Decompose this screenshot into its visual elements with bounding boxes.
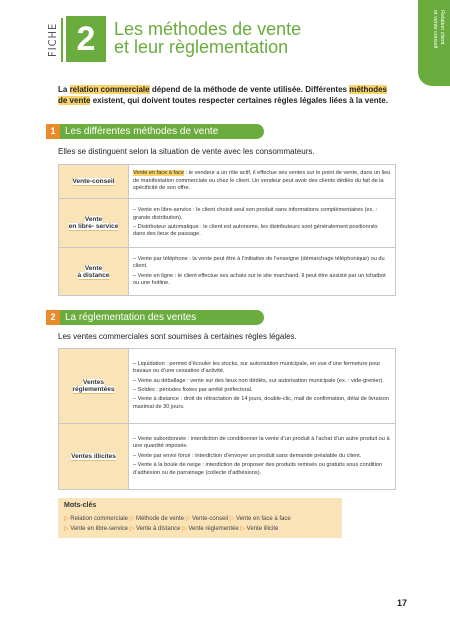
row-label-text: Vente-conseil — [72, 178, 115, 185]
keywords-title: Mots-clés — [64, 502, 97, 509]
section-number: 1 — [46, 124, 60, 139]
side-tab-text — [423, 10, 445, 80]
table-row — [59, 424, 396, 490]
row-paragraph: – Vente à la boule de neige : interdiction de proposer des produits remisés ou gratuits sous condition d’adhésion ou de parrainage (collecte d’adhésions). — [133, 462, 383, 476]
arrow-icon: ▷ — [185, 516, 191, 522]
fiche-label: FICHE — [46, 22, 59, 58]
section-title: Les différentes méthodes de vente — [60, 124, 264, 139]
keyword: Vente illicite — [246, 526, 279, 532]
fiche-number: 2 — [66, 16, 106, 62]
row-paragraph: – Liquidation : permet d’écouler les stocks, sur autorisation municipale, en vue d’une fermeture pour travaux ou d’une cessation d’activité. — [133, 360, 381, 375]
section-2-heading — [46, 310, 264, 325]
keywords-line-1 — [64, 515, 291, 522]
row-paragraph: – Vente par envoi forcé : interdiction d’envoyer un produit sans demande préalable du client. — [133, 452, 362, 459]
side-tab-line2: et vente conseil — [432, 10, 438, 49]
intro-text: La — [58, 85, 70, 94]
row-label-text: Ventes illicites — [71, 453, 116, 460]
side-tab — [418, 0, 450, 86]
row-content — [129, 199, 396, 248]
keyword-highlight: relation commerciale — [69, 85, 150, 94]
row-content — [129, 349, 396, 424]
row-paragraph: – Vente par téléphone : la vente peut être à l’initiative de l’enseigne (démarchage téléphonique) ou du client. — [133, 255, 385, 270]
row-paragraph: – Vente subordonnée : interdiction de conditionner la vente d’un produit à l’achat d’un autre produit ou à une quantité imposée. — [133, 435, 390, 450]
row-label — [59, 349, 129, 424]
row-label — [59, 424, 129, 490]
section-2-subtitle: Les ventes commerciales sont soumises à certaines règles légales. — [58, 332, 297, 341]
keyword: Relation commerciale — [70, 516, 128, 522]
keyword: Méthode de vente — [135, 516, 185, 522]
page-title — [114, 20, 404, 56]
row-paragraph — [133, 170, 391, 192]
arrow-icon: ▷ — [129, 526, 135, 532]
regulations-table — [58, 348, 396, 490]
row-label — [59, 248, 129, 296]
row-paragraph: – Vente en ligne : le client effectue ses achats sur le site marchand. Il peut être assisté par un tchatbot ou une hotline. — [133, 272, 386, 286]
row-content — [129, 165, 396, 199]
page-title-line2: et leur règlementation — [114, 37, 289, 57]
row-label-text: Vente — [84, 216, 103, 223]
table-row — [59, 349, 396, 424]
arrow-icon: ▷ — [229, 516, 235, 522]
page-title-line1: Les méthodes de vente — [114, 19, 302, 39]
row-label — [59, 199, 129, 248]
intro-text: existent, qui doivent toutes respecter certaines règles légales liées à la vente. — [90, 96, 388, 105]
arrow-icon: ▷ — [182, 526, 187, 532]
row-paragraph: – Vente en libre-service : le client choisit seul son produit sans informations complémentaires (ex. : grande distribution). — [133, 207, 378, 221]
page-number: 17 — [397, 598, 408, 608]
section-title: La réglementation des ventes — [60, 310, 264, 325]
paragraph-text: : le vendeur a un rôle actif, il effectue ses ventes sur le point de vente, dans un lieu de manifestation commerciale ou chez le client. Un vendeur peut avoir des clients dédiés du fait de la spécificité de son offre. — [133, 170, 391, 192]
keyword: Vente-conseil — [191, 516, 229, 522]
table-row — [59, 165, 396, 199]
section-1-heading — [46, 124, 264, 139]
section-number: 2 — [46, 310, 60, 325]
row-paragraph: – Vente au déballage : vente sur des lieux non dédiés, sur autorisation municipale (ex. : vide-grenier). — [133, 377, 384, 384]
arrow-icon: ▷ — [129, 516, 135, 522]
row-label-text: Ventes — [83, 379, 104, 386]
methods-table — [58, 164, 396, 296]
side-tab-line1: Relation client — [439, 10, 445, 45]
keyword-highlight: Vente en face à face — [133, 170, 185, 177]
arrow-icon: ▷ — [64, 516, 69, 522]
arrow-icon: ▷ — [240, 526, 245, 532]
keyword: Vente réglementée — [188, 526, 239, 532]
keyword-highlight: méthodes de vente — [58, 85, 388, 105]
section-1-subtitle: Elles se distinguent selon la situation de vente avec les consommateurs. — [58, 147, 315, 156]
keyword: Vente en libre-service — [70, 526, 128, 532]
row-label-text: Vente — [84, 264, 103, 272]
row-content — [129, 248, 396, 296]
row-label-text: en libre- service — [68, 223, 119, 230]
row-label-text: à distance — [77, 271, 110, 279]
intro-paragraph — [58, 84, 398, 106]
keyword: Vente en face à face — [235, 516, 291, 522]
intro-text: dépend de la méthode de vente utilisée. Différentes — [149, 85, 350, 94]
row-label — [59, 165, 129, 199]
arrow-icon: ▷ — [64, 526, 69, 532]
fiche-divider — [61, 18, 63, 62]
row-content — [129, 424, 396, 490]
row-paragraph: – Soldes : périodes fixées par arrêté préfectoral. — [133, 387, 253, 393]
table-row — [59, 248, 396, 296]
keywords-box — [58, 498, 342, 538]
keywords-line-2 — [64, 525, 278, 532]
row-paragraph: – Distributeur automatique : le client est autonome, les distributeurs sont généralement positionnés dans des lieux de passage. — [133, 224, 378, 238]
row-paragraph: – Vente à distance : droit de rétractation de 14 jours, double-clic, mail de confirmation, délai de livraison maximal de 30 jours. — [133, 396, 389, 410]
row-label-text: réglementées — [72, 386, 115, 393]
table-row — [59, 199, 396, 248]
keyword: Vente à distance — [135, 526, 181, 532]
